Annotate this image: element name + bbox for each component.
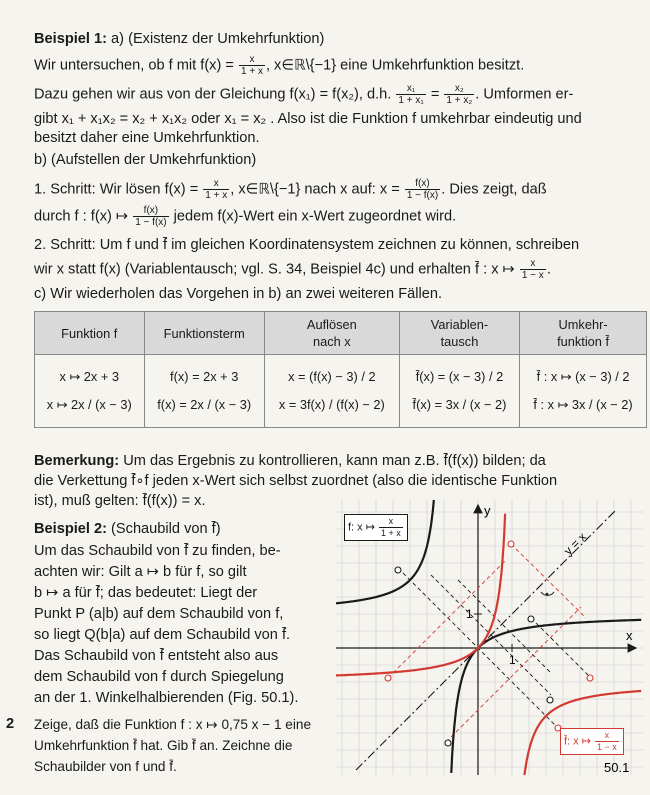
inverse-function-table bbox=[34, 311, 647, 428]
numerator: x₂ bbox=[444, 83, 474, 95]
text: Um das Ergebnis zu kontrollieren, kann man z.B. f̄(f(x)) bilden; da bbox=[119, 453, 546, 469]
header-text: Funktion f bbox=[61, 325, 118, 341]
ex1-line9 bbox=[34, 258, 551, 281]
bemerkung-line2: die Verkettung f̄∘f jeden x-Wert sich selbst zuordnet (also die identische Funktion bbox=[34, 473, 558, 489]
task-line: Schaubilder von f und f̄. bbox=[34, 759, 177, 774]
numerator: x bbox=[520, 258, 546, 270]
text: f: x ↦ bbox=[348, 521, 375, 534]
denominator: 1 + x bbox=[381, 528, 401, 538]
points-on-fbar bbox=[385, 541, 593, 731]
numerator: x₁ bbox=[396, 83, 425, 95]
header-text: Umkehr- funktion f̄ bbox=[557, 317, 610, 349]
ex2-line: Punkt P (a|b) auf dem Schaubild von f, bbox=[34, 606, 284, 622]
fraction bbox=[133, 205, 168, 228]
ex2-line: b ↦ a für f̄; das bedeutet: Liegt der bbox=[34, 585, 258, 601]
denominator: 1 + x₁ bbox=[398, 95, 424, 106]
text: durch f : f(x) ↦ bbox=[34, 208, 129, 225]
bemerkung-line1 bbox=[34, 452, 546, 470]
ex2-line: so liegt Q(b|a) auf dem Schaubild von f̄. bbox=[34, 627, 291, 643]
header-text: Auflösen nach x bbox=[306, 317, 357, 349]
ex1-line8: 2. Schritt: Um f und f̄ im gleichen Koordinatensystem zeichnen zu können, schreiben bbox=[34, 237, 580, 253]
text: , x∈ℝ\{−1} eine Umkehrfunktion besitzt. bbox=[265, 57, 525, 74]
table-cell bbox=[399, 355, 519, 428]
ex2-line: an der 1. Winkelhalbierenden (Fig. 50.1). bbox=[34, 690, 299, 706]
text: f̄: x ↦ bbox=[564, 735, 591, 748]
table-cell bbox=[520, 355, 647, 428]
numerator: x bbox=[239, 54, 265, 66]
denominator: 1 − x bbox=[521, 270, 544, 281]
cell-value: x ↦ 2x / (x − 3) bbox=[46, 397, 132, 412]
denominator: 1 + x₂ bbox=[446, 95, 473, 106]
ex1-line7 bbox=[34, 205, 456, 228]
table-header bbox=[399, 312, 519, 355]
ex1-line1 bbox=[34, 54, 524, 77]
ex1-line5: b) (Aufstellen der Umkehrfunktion) bbox=[34, 152, 257, 168]
fraction bbox=[239, 54, 265, 77]
cell-value: f̄(x) = (x − 3) / 2 bbox=[415, 369, 504, 384]
header-text: Funktionsterm bbox=[163, 325, 245, 341]
fraction bbox=[203, 178, 229, 201]
ex1-line6 bbox=[34, 178, 547, 201]
cell-value: f̄ : x ↦ (x − 3) / 2 bbox=[536, 369, 630, 384]
ex2-line: Um das Schaubild von f̄ zu finden, be- bbox=[34, 543, 281, 559]
fraction bbox=[595, 730, 619, 753]
fraction bbox=[444, 83, 474, 106]
denominator: 1 + x bbox=[205, 190, 228, 201]
numerator: x bbox=[595, 730, 619, 742]
table-row bbox=[35, 355, 647, 428]
fraction bbox=[396, 83, 425, 106]
text: Dazu gehen wir aus von der Gleichung f(x₁) = f(x₂), d.h. bbox=[34, 86, 392, 103]
numerator: x bbox=[203, 178, 229, 190]
text: . Umformen er- bbox=[475, 86, 574, 103]
cell-value: f̄ : x ↦ 3x / (x − 2) bbox=[533, 397, 633, 412]
ex2-heading: Beispiel 2: bbox=[34, 521, 107, 537]
ex2-heading-line bbox=[34, 520, 221, 538]
numerator: f(x) bbox=[133, 205, 168, 217]
table-header bbox=[144, 312, 264, 355]
numerator: x bbox=[379, 516, 403, 528]
ex1-line10: c) Wir wiederholen das Vorgehen in b) an zwei weiteren Fällen. bbox=[34, 286, 443, 302]
table-cell bbox=[35, 355, 145, 428]
text: jedem f(x)-Wert ein x-Wert zugeordnet wird. bbox=[169, 208, 457, 225]
table-cell bbox=[144, 355, 264, 428]
denominator: 1 − x bbox=[597, 742, 617, 752]
cell-value: x ↦ 2x + 3 bbox=[59, 369, 119, 384]
y-axis-label: y bbox=[484, 503, 491, 518]
fraction bbox=[405, 178, 440, 201]
table-header-row bbox=[35, 312, 647, 355]
task-number: 2 bbox=[6, 716, 15, 732]
ex1-heading: Beispiel 1: bbox=[34, 31, 107, 47]
numerator: f(x) bbox=[405, 178, 440, 190]
text: , x∈ℝ\{−1} nach x auf: x = bbox=[230, 181, 400, 198]
ex1-head-rest: a) (Existenz der Umkehrfunktion) bbox=[107, 31, 325, 47]
ex1-line2 bbox=[34, 83, 573, 106]
ex1-heading-line bbox=[34, 30, 324, 48]
cell-value: f(x) = 2x / (x − 3) bbox=[157, 397, 252, 412]
header-text: Variablen- tausch bbox=[430, 317, 489, 349]
ex2-line: dem Schaubild von f durch Spiegelung bbox=[34, 669, 284, 685]
fraction bbox=[379, 516, 403, 539]
cell-value: x = 3f(x) / (f(x) − 2) bbox=[278, 397, 385, 412]
table-header bbox=[520, 312, 647, 355]
denominator: 1 − f(x) bbox=[135, 217, 167, 228]
text: (Schaubild von f̄) bbox=[107, 521, 221, 537]
text: 1. Schritt: Wir lösen f(x) = bbox=[34, 181, 199, 198]
ex1-line4: besitzt daher eine Umkehrfunktion. bbox=[34, 130, 260, 146]
label-fbar bbox=[560, 728, 624, 755]
task-line: Umkehrfunktion f̄ hat. Gib f̄ an. Zeichne die bbox=[34, 738, 293, 753]
ex1-line3: gibt x₁ + x₁x₂ = x₂ + x₁x₂ oder x₁ = x₂ . Also ist die Funktion f umkehrbar eindeutig und bbox=[34, 111, 582, 127]
fraction bbox=[520, 258, 546, 281]
denominator: 1 + x bbox=[240, 66, 263, 77]
x-tick-label: 1 bbox=[509, 653, 516, 667]
cell-value: x = (f(x) − 3) / 2 bbox=[288, 369, 376, 384]
cell-value: f(x) = 2x + 3 bbox=[170, 369, 239, 384]
right-angle-dot bbox=[546, 593, 549, 596]
bemerkung-heading: Bemerkung: bbox=[34, 453, 120, 469]
denominator: 1 − f(x) bbox=[406, 190, 439, 201]
figure-number: 50.1 bbox=[604, 760, 630, 775]
x-axis-label: x bbox=[626, 628, 633, 643]
y-tick-label: 1 bbox=[466, 607, 473, 621]
table-cell bbox=[264, 355, 399, 428]
ex2-line: Das Schaubild von f̄ entsteht also aus bbox=[34, 648, 279, 664]
task-line: Zeige, daß die Funktion f : x ↦ 0,75 x − 1 eine bbox=[34, 717, 311, 732]
bemerkung-line3: ist), muß gelten: f̄(f(x)) = x. bbox=[34, 493, 206, 509]
figure-50-1 bbox=[336, 500, 644, 775]
equals: = bbox=[430, 86, 440, 103]
cell-value: f̄(x) = 3x / (x − 2) bbox=[412, 397, 507, 412]
text: . bbox=[546, 261, 551, 278]
table-header bbox=[35, 312, 145, 355]
text: . Dies zeigt, daß bbox=[441, 181, 547, 198]
ex2-line: achten wir: Gilt a ↦ b für f, so gilt bbox=[34, 564, 247, 580]
diagonal-label: y = x bbox=[561, 529, 590, 558]
table-header bbox=[264, 312, 399, 355]
label-f bbox=[344, 514, 408, 541]
text: wir x statt f(x) (Variablentausch; vgl. S. 34, Beispiel 4c) und erhalten f̄ : x ↦ bbox=[34, 261, 515, 278]
text: Wir untersuchen, ob f mit f(x) = bbox=[34, 57, 234, 74]
